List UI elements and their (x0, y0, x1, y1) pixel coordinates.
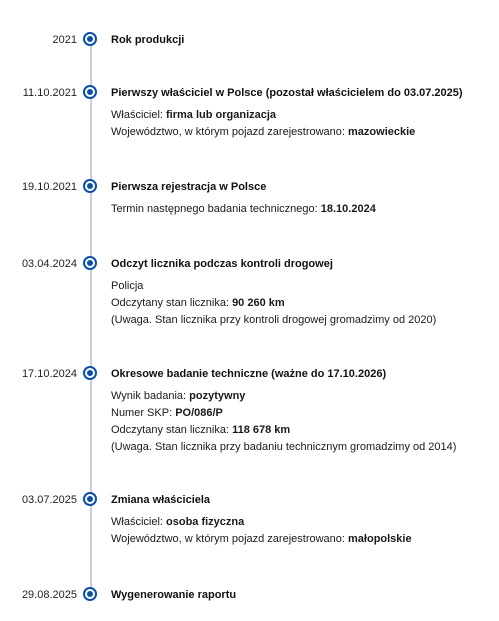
timeline-dot-icon (83, 256, 97, 270)
detail-label: Odczytany stan licznika: (111, 297, 233, 309)
event-detail-line (111, 422, 456, 439)
event-date: 2021 (52, 34, 77, 46)
detail-label: Odczytany stan licznika: (111, 424, 233, 436)
timeline-dot-icon (83, 32, 97, 46)
timeline-dot-icon (83, 492, 97, 506)
detail-label: Województwo, w którym pojazd zarejestrowano: (111, 533, 349, 545)
event-detail-line (111, 124, 415, 141)
detail-value: pozytywny (189, 390, 246, 402)
detail-value: PO/086/P (175, 407, 223, 419)
detail-value: 118 678 km (232, 424, 291, 436)
event-date: 11.10.2021 (22, 87, 77, 99)
event-title: Odczyt licznika podczas kontroli drogowej (111, 258, 333, 270)
event-details (111, 278, 436, 329)
event-details (111, 107, 415, 141)
event-details (111, 388, 456, 456)
timeline-line (90, 40, 92, 595)
event-details (111, 201, 376, 218)
detail-label: Termin następnego badania technicznego: (111, 203, 321, 215)
timeline-dot-icon (83, 85, 97, 99)
detail-value: mazowieckie (348, 126, 416, 138)
event-detail-line (111, 405, 456, 422)
detail-value: firma lub organizacja (166, 109, 277, 121)
detail-value: małopolskie (348, 533, 412, 545)
detail-label: Policja (111, 280, 144, 292)
detail-label: Właściciel: (111, 109, 167, 121)
event-title: Rok produkcji (111, 34, 185, 46)
detail-value: 90 260 km (232, 297, 285, 309)
event-date: 17.10.2024 (21, 368, 77, 380)
detail-label: Numer SKP: (111, 407, 176, 419)
timeline-dot-icon (83, 179, 97, 193)
detail-value: osoba fizyczna (166, 516, 245, 528)
event-detail-line (111, 295, 436, 312)
event-date: 03.04.2024 (21, 258, 77, 270)
event-title: Okresowe badanie techniczne (ważne do 17.10.2026) (111, 368, 387, 380)
event-date: 29.08.2025 (21, 589, 77, 601)
detail-label: (Uwaga. Stan licznika przy kontroli drogowej gromadzimy od 2020) (111, 314, 437, 326)
event-detail-line (111, 107, 415, 124)
event-title: Pierwszy właściciel w Polsce (pozostał właścicielem do 03.07.2025) (111, 87, 463, 99)
event-detail-line (111, 531, 412, 548)
event-date: 19.10.2021 (21, 181, 77, 193)
detail-label: Województwo, w którym pojazd zarejestrowano: (111, 126, 349, 138)
detail-label: (Uwaga. Stan licznika przy badaniu technicznym gromadzimy od 2014) (111, 441, 457, 453)
event-details (111, 514, 412, 548)
timeline-dot-icon (83, 587, 97, 601)
event-detail-line (111, 312, 436, 329)
event-detail-line (111, 201, 376, 218)
event-title: Pierwsza rejestracja w Polsce (111, 181, 267, 193)
timeline-dot-icon (83, 366, 97, 380)
detail-label: Wynik badania: (111, 390, 190, 402)
event-detail-line (111, 388, 456, 405)
event-title: Zmiana właściciela (111, 494, 211, 506)
event-title: Wygenerowanie raportu (111, 589, 237, 601)
event-detail-line (111, 278, 436, 295)
event-date: 03.07.2025 (21, 494, 77, 506)
event-detail-line (111, 439, 456, 456)
detail-value: 18.10.2024 (320, 203, 376, 215)
detail-label: Właściciel: (111, 516, 167, 528)
event-detail-line (111, 514, 412, 531)
